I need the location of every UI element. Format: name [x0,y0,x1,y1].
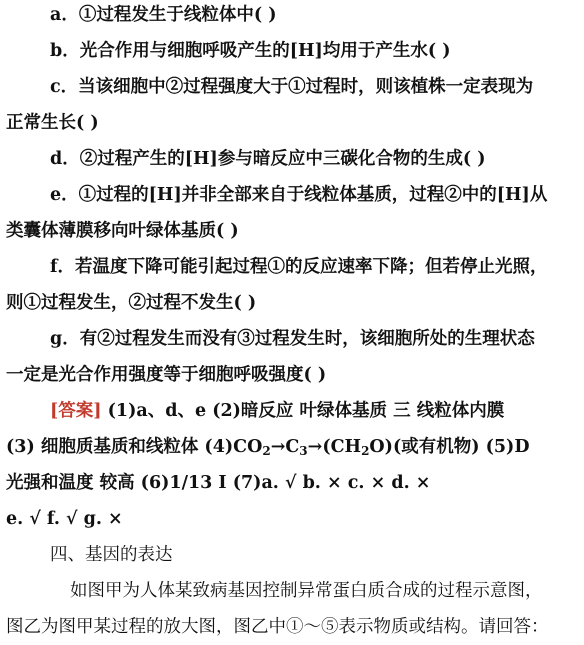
option-c-line2: 正常生长( ) [6,113,99,133]
question-paragraph-line2: 图乙为图甲某过程的放大图，图乙中①～⑤表示物质或结构。请回答： [6,617,549,637]
question-paragraph-line1: 如图甲为人体某致病基因控制异常蛋白质合成的过程示意图， [70,581,543,601]
answer-line3: 光强和温度 较高 (6)1/13 Ⅰ (7)a. √ b. × c. × d. × [6,473,431,493]
option-e-line2: 类囊体薄膜移向叶绿体基质( ) [6,221,239,241]
option-b: b．光合作用与细胞呼吸产生的[H]均用于产生水( ) [50,41,451,61]
answer-line1-text: (1)a、d、e (2)暗反应 叶绿体基质 三 线粒体内膜 [101,401,505,421]
option-f-line2: 则①过程发生，②过程不发生( ) [6,293,257,313]
option-a: a．①过程发生于线粒体中( ) [50,5,277,25]
section-heading: 四、基因的表达 [50,545,173,565]
option-f-line1: f．若温度下降可能引起过程①的反应速率下降；但若停止光照， [50,257,548,277]
option-e-line1: e．①过程的[H]并非全部来自于线粒体基质，过程②中的[H]从 [50,185,548,205]
option-g-line2: 一定是光合作用强度等于细胞呼吸强度( ) [6,365,327,385]
answer-tag: [答案] [50,401,102,421]
option-g-line1: g．有②过程发生而没有③过程发生时，该细胞所处的生理状态 [50,329,535,349]
option-d: d．②过程产生的[H]参与暗反应中三碳化合物的生成( ) [50,149,486,169]
answer-line4: e. √ f. √ g. × [6,509,123,529]
answer-line2: (3) 细胞质基质和线粒体 $(4)CO_2\to C_3\to(CH_2O)$(或有机物) (5)D [6,437,530,458]
answer-line1 [50,398,576,424]
option-c-line1: c．当该细胞中②过程强度大于①过程时，则该植株一定表现为 [50,77,534,97]
